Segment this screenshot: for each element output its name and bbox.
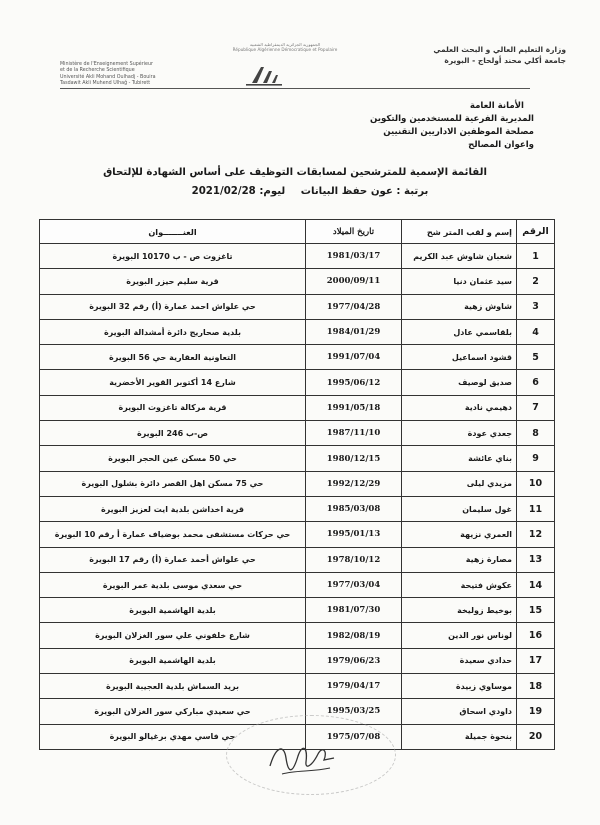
row-address: قرية سليم حيزر البويرة [40, 269, 306, 294]
row-name: بلقاسمي عادل [402, 319, 517, 344]
admin-line: الأمانة العامة [469, 101, 524, 111]
row-name: موساوي زبيدة [402, 674, 517, 699]
table-row [40, 395, 555, 420]
row-num: 16 [517, 623, 555, 648]
row-num: 20 [517, 724, 555, 749]
row-birthdate: 1981/07/30 [306, 598, 402, 623]
row-num: 9 [517, 446, 555, 471]
row-address: شارع خلفوني علي سور الغزلان البويرة [40, 623, 306, 648]
row-address: حي حركات مستشفى محمد بوضياف عمارة أ رقم 10 البويرة [40, 522, 306, 547]
table-row [40, 674, 555, 699]
row-birthdate: 1977/04/28 [306, 294, 402, 319]
row-birthdate: 1980/12/15 [306, 446, 402, 471]
row-address: حي سعدي موسى بلدية عمر البويرة [40, 572, 306, 597]
row-birthdate: 1991/07/04 [306, 345, 402, 370]
header-divider [60, 88, 530, 89]
row-name: لوناس نور الدين [402, 623, 517, 648]
republic-line-fr: République Algérienne Démocratique et Populaire [232, 47, 338, 53]
row-num: 10 [517, 471, 555, 496]
republic-line-ar: الجمهورية الجزائرية الديمقراطية الشعبية [249, 42, 321, 47]
ministry-header-ar [376, 44, 566, 66]
row-num: 6 [517, 370, 555, 395]
row-address: حي علواش أحمد عمارة (أ) رقم 17 البويرة [40, 547, 306, 572]
table-row [40, 471, 555, 496]
table-row [40, 345, 555, 370]
row-birthdate: 1995/03/25 [306, 699, 402, 724]
ministry-fr-line: Tasdawit Akli Muhend Ulhağ - Tubirett [60, 80, 151, 86]
header-birthdate: تاريخ الميلاد [306, 220, 402, 244]
row-num: 13 [517, 547, 555, 572]
row-name: قشود اسماعيل [402, 345, 517, 370]
row-name: داودي اسحاق [402, 699, 517, 724]
row-birthdate: 1977/03/04 [306, 572, 402, 597]
row-address: بلدية الهاشمية البويرة [40, 598, 306, 623]
row-address: حي سعيدي مباركي سور الغزلان البويرة [40, 699, 306, 724]
row-name: سيد عثمان دنيا [402, 269, 517, 294]
row-address: حي 75 مسكن اهل القصر دائرة بشلول البويرة [40, 471, 306, 496]
row-num: 5 [517, 345, 555, 370]
row-address: تاغزوت ص - ب 10170 البويرة [40, 244, 306, 269]
rank-label: برتبة : عون حفظ البيانات [300, 186, 429, 197]
row-name: جعدي عودة [402, 421, 517, 446]
row-num: 15 [517, 598, 555, 623]
republic-header [200, 42, 370, 52]
row-birthdate: 2000/09/11 [306, 269, 402, 294]
row-num: 8 [517, 421, 555, 446]
table-row [40, 572, 555, 597]
row-birthdate: 1978/10/12 [306, 547, 402, 572]
row-num: 14 [517, 572, 555, 597]
row-num: 3 [517, 294, 555, 319]
table-row [40, 547, 555, 572]
ministry-header-fr [60, 62, 178, 87]
signature-icon [262, 736, 342, 782]
table-row [40, 446, 555, 471]
university-logo-icon [246, 63, 282, 87]
row-address: حي علواش احمد عمارة (أ) رقم 32 البويرة [40, 294, 306, 319]
row-name: بوخيط زوليخة [402, 598, 517, 623]
header-name: إسم و لقب المتر شح [402, 220, 517, 244]
table-row [40, 598, 555, 623]
row-num: 11 [517, 496, 555, 521]
table-row [40, 294, 555, 319]
row-name: صديق لوصيف [402, 370, 517, 395]
admin-line: المديرية الفرعية للمستخدمين والتكوين [369, 114, 534, 124]
row-address: التعاونية العقارية حي 56 البويرة [40, 345, 306, 370]
row-address: بريد السماش بلدية العجيبة البويرة [40, 674, 306, 699]
document-subtitle [80, 186, 540, 197]
table-row [40, 421, 555, 446]
document-title: القائمة الإسمية للمترشحين لمسابقات التوظيف على أساس الشهادة للإلتحاق [103, 167, 487, 178]
row-num: 18 [517, 674, 555, 699]
row-num: 12 [517, 522, 555, 547]
row-birthdate: 1985/03/08 [306, 496, 402, 521]
row-birthdate: 1979/06/23 [306, 648, 402, 673]
row-birthdate: 1987/11/10 [306, 421, 402, 446]
table-row [40, 623, 555, 648]
row-address: بلدية الهاشمية البويرة [40, 648, 306, 673]
row-address: حي 50 مسكن عين الحجر البويرة [40, 446, 306, 471]
row-name: دهيمي نادية [402, 395, 517, 420]
row-birthdate: 1982/08/19 [306, 623, 402, 648]
row-address: شارع 14 أكتوبر القوير الأخضرية [40, 370, 306, 395]
row-name: بناي عائشة [402, 446, 517, 471]
header-address: العنـــــــوان [40, 220, 306, 244]
row-address: حي فاسي مهدي برغيالو البويرة [40, 724, 306, 749]
ministry-ar-line: وزارة التعليم العالي و البحث العلمي [433, 45, 566, 54]
row-name: حدادي سعيدة [402, 648, 517, 673]
ministry-fr-line: Ministère de l'Enseignement Supérieur [60, 62, 154, 67]
row-name: شاوش زهية [402, 294, 517, 319]
table-row [40, 370, 555, 395]
table-row [40, 269, 555, 294]
row-birthdate: 1995/01/13 [306, 522, 402, 547]
table-row [40, 648, 555, 673]
row-name: عكوش فتيحة [402, 572, 517, 597]
table-header-row [40, 220, 555, 244]
row-num: 7 [517, 395, 555, 420]
row-num: 1 [517, 244, 555, 269]
row-num: 4 [517, 319, 555, 344]
row-name: مزيدي ليلى [402, 471, 517, 496]
row-birthdate: 1979/04/17 [306, 674, 402, 699]
table-row [40, 319, 555, 344]
row-name: العمري نزيهة [402, 522, 517, 547]
admin-block [294, 100, 534, 152]
row-num: 19 [517, 699, 555, 724]
row-num: 17 [517, 648, 555, 673]
date-label: ليوم: 2021/02/28 [191, 186, 286, 197]
admin-line: مصلحة الموظفين الاداريين التقنيين [383, 127, 534, 137]
table-row [40, 522, 555, 547]
row-name: غول سليمان [402, 496, 517, 521]
row-name: شعبان شاوش عبد الكريم [402, 244, 517, 269]
row-num: 2 [517, 269, 555, 294]
row-name: مصارة زهية [402, 547, 517, 572]
row-birthdate: 1984/01/29 [306, 319, 402, 344]
ministry-ar-line: جامعة أكلي محند أولحاج - البويرة [444, 56, 566, 65]
row-address: قرية اخداشن بلدية ايت لعزيز البويرة [40, 496, 306, 521]
ministry-fr-line: Université Akli Mohand Oulhadj - Bouira [60, 74, 156, 80]
row-birthdate: 1992/12/29 [306, 471, 402, 496]
row-birthdate: 1995/06/12 [306, 370, 402, 395]
row-address: بلدية صحاريج دائرة أمشدالة البويرة [40, 319, 306, 344]
row-birthdate: 1981/03/17 [306, 244, 402, 269]
table-row [40, 496, 555, 521]
row-address: ص-ب 246 البويرة [40, 421, 306, 446]
table-row [40, 244, 555, 269]
row-name: بنحوة جميلة [402, 724, 517, 749]
admin-line: واعوان المصالح [468, 140, 534, 150]
header-num: الرقم [517, 220, 555, 244]
candidates-table [39, 219, 555, 750]
ministry-fr-line: et de la Recherche Scientifique [60, 68, 135, 74]
row-birthdate: 1991/05/18 [306, 395, 402, 420]
row-birthdate: 1975/07/08 [306, 724, 402, 749]
row-address: قرية مركالة تاغزوت البويرة [40, 395, 306, 420]
